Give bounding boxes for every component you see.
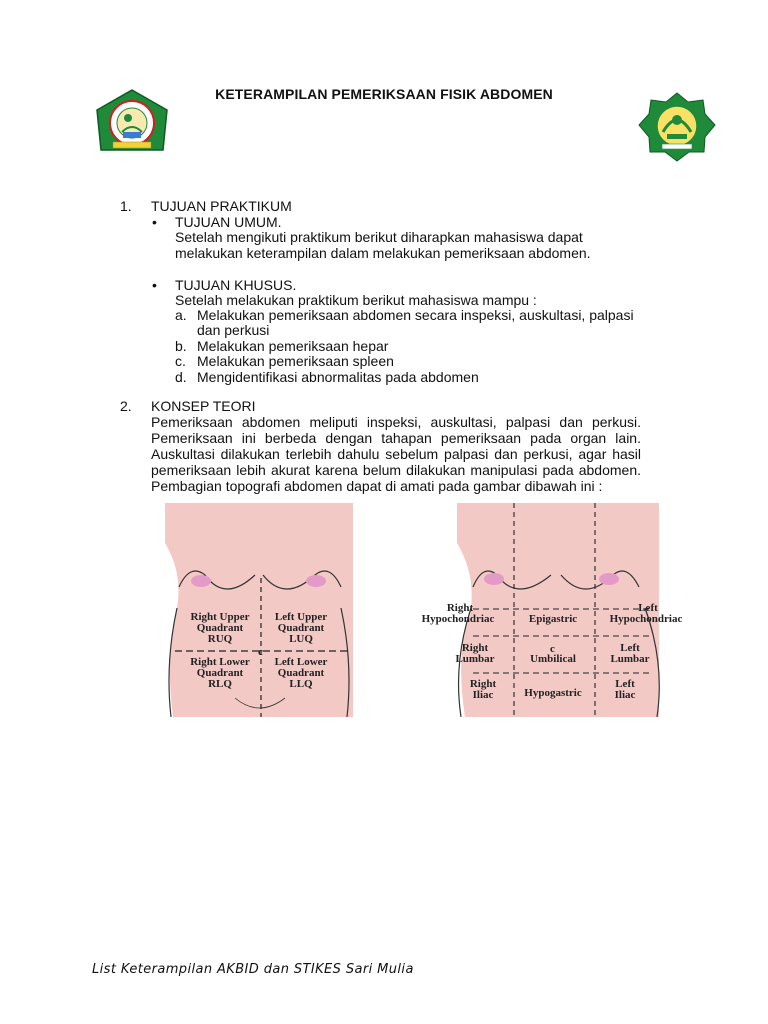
navel-icon: c (550, 643, 555, 655)
section-1-number: 1. (120, 198, 132, 214)
bullet-icon: • (152, 277, 157, 293)
quadrant-label: Right Lower (190, 656, 250, 668)
region-label: Hypochondriac (421, 613, 495, 625)
nipple-icon (599, 573, 619, 585)
section-2-heading: KONSEP TEORI (151, 398, 256, 414)
quadrant-label: Quadrant (196, 667, 244, 679)
region-label: Right (461, 642, 489, 654)
list-letter: d. (175, 369, 187, 385)
torso-skin (165, 503, 353, 717)
region-label: Hypochondriac (609, 613, 683, 625)
list-item: dan perkusi (197, 322, 270, 338)
abdomen-regions-figure (413, 503, 695, 717)
list-letter: b. (175, 338, 187, 354)
list-item: Mengidentifikasi abnormalitas pada abdomen (197, 369, 479, 385)
tujuan-umum-line: melakukan keterampilan dalam melakukan pemeriksaan abdomen. (175, 245, 591, 261)
region-label: Right (446, 602, 474, 614)
region-label: Lumbar (610, 653, 650, 665)
paragraph-line: Pemeriksaan ini berbeda dengan tahapan pemeriksaan pada organ lain. (151, 430, 641, 446)
quadrant-label: Left Upper (274, 611, 328, 623)
tujuan-umum-heading: TUJUAN UMUM. (175, 214, 282, 230)
nipple-icon (484, 573, 504, 585)
region-label: Right (469, 678, 497, 690)
quadrant-label: LUQ (289, 633, 313, 645)
paragraph-line: Pembagian topografi abdomen dapat di amati pada gambar dibawah ini : (151, 478, 603, 494)
quadrant-label: Quadrant (277, 622, 325, 634)
stikes-logo (638, 92, 716, 162)
nipple-icon (306, 575, 326, 587)
abdomen-quadrants-figure (165, 503, 353, 717)
quadrant-label: Left Lower (274, 656, 328, 668)
region-label: Hypogastric (524, 687, 582, 699)
tujuan-khusus-heading: TUJUAN KHUSUS. (175, 277, 297, 293)
quadrant-label: Quadrant (277, 667, 325, 679)
region-label: Epigastric (528, 613, 578, 625)
document-title: KETERAMPILAN PEMERIKSAAN FISIK ABDOMEN (215, 86, 553, 102)
quadrant-label: Quadrant (196, 622, 244, 634)
navel-icon: c (258, 646, 263, 658)
paragraph-line: Auskultasi dilakukan terlebih dahulu sebelum palpasi dan perkusi, agar hasil (151, 446, 641, 462)
nipple-icon (191, 575, 211, 587)
list-item: Melakukan pemeriksaan hepar (197, 338, 389, 354)
list-letter: a. (175, 307, 187, 323)
konsep-teori-paragraph (151, 414, 641, 494)
quadrant-label: Right Upper (190, 611, 250, 623)
tujuan-khusus-intro: Setelah melakukan praktikum berikut mahasiswa mampu : (175, 292, 537, 308)
region-label: Left (638, 602, 658, 614)
page-footer: List Keterampilan AKBID dan STIKES Sari Mulia (92, 962, 414, 977)
region-label: Left (615, 678, 635, 690)
section-1-heading: TUJUAN PRAKTIKUM (151, 198, 292, 214)
region-label: Lumbar (455, 653, 495, 665)
paragraph-line: Pemeriksaan abdomen meliputi inspeksi, auskultasi, palpasi dan perkusi. (151, 414, 641, 430)
region-label: Left (620, 642, 640, 654)
bullet-icon: • (152, 214, 157, 230)
region-label: Iliac (472, 689, 494, 701)
region-label: Iliac (614, 689, 636, 701)
list-letter: c. (175, 353, 186, 369)
quadrant-label: LLQ (289, 678, 313, 690)
tujuan-umum-line: Setelah mengikuti praktikum berikut diharapkan mahasiswa dapat (175, 229, 583, 245)
list-item: Melakukan pemeriksaan abdomen secara inspeksi, auskultasi, palpasi (197, 307, 634, 323)
list-item: Melakukan pemeriksaan spleen (197, 353, 394, 369)
region-label: Umbilical (530, 653, 576, 665)
paragraph-line: pemeriksaan lebih akurat karena belum dilakukan manipulasi pada abdomen. (151, 462, 641, 478)
section-2-number: 2. (120, 398, 132, 414)
quadrant-label: RLQ (208, 678, 232, 690)
quadrant-label: RUQ (207, 633, 233, 645)
